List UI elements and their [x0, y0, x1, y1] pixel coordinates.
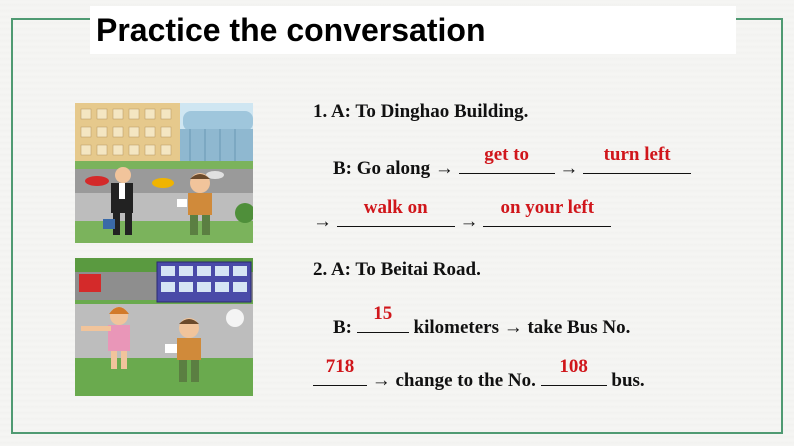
frame-right-line: [781, 18, 783, 434]
answer-7: 108: [559, 356, 588, 377]
answer-2: turn left: [603, 144, 671, 165]
answer-6: 718: [325, 356, 355, 377]
conversation-1-line-c: [313, 197, 611, 234]
street-scene-illustration-2: [75, 258, 253, 396]
conversation-2-text-2: → change to the No.: [371, 370, 536, 391]
arrow: →: [459, 211, 479, 232]
answer-blank-2[interactable]: [583, 144, 691, 174]
conversation-2-b-prefix: B:: [333, 317, 352, 338]
answer-3: walk on: [363, 197, 428, 218]
conversation-2-text-end: bus.: [611, 370, 645, 391]
conversation-2-line-b: [333, 303, 631, 340]
street-scene-illustration-1: [75, 103, 253, 243]
conversation-2-line-a: 2. A: To Beitai Road.: [313, 259, 481, 280]
conversation-1-b-prefix: B: Go along →: [333, 158, 454, 179]
conversation-1-line-a: 1. A: To Dinghao Building.: [313, 101, 529, 122]
arrow: →: [559, 158, 579, 179]
answer-blank-1[interactable]: [459, 144, 555, 174]
answer-blank-7[interactable]: [541, 356, 607, 386]
answer-blank-5[interactable]: [357, 303, 409, 333]
conversation-2-text-1: kilometers → take Bus No.: [413, 317, 631, 338]
answer-4: on your left: [500, 197, 595, 218]
answer-1: get to: [484, 144, 530, 165]
answer-blank-6[interactable]: [313, 356, 367, 386]
answer-5: 15: [373, 303, 393, 324]
frame-bottom-line: [11, 432, 783, 434]
answer-blank-3[interactable]: [337, 197, 455, 227]
conversation-1-line-b: [333, 144, 691, 181]
slide-title: Practice the conversation: [96, 12, 486, 48]
answer-blank-4[interactable]: [483, 197, 611, 227]
frame-left-line: [11, 18, 13, 434]
conversation-2-line-c: [313, 356, 645, 393]
arrow: →: [313, 211, 332, 232]
